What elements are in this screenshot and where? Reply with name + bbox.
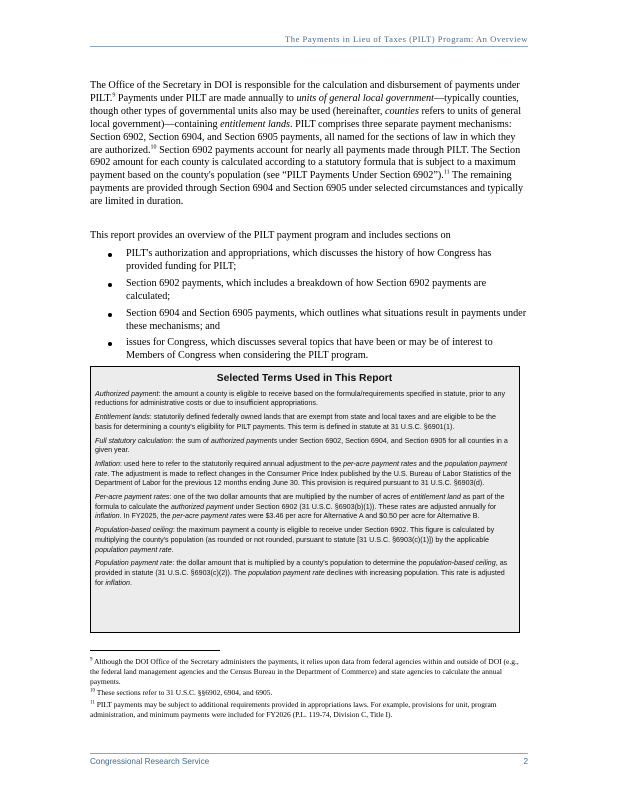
term-entry bbox=[95, 437, 514, 456]
term-ref: authorized payments bbox=[210, 436, 278, 445]
footnote-text: PILT payments may be subject to additional requirements provided in appropriations laws. For example, provisions for unit, program administration, and minimum payments were included for FY2026 (P.L. 119-74, Division C, Title I). bbox=[90, 700, 497, 719]
term-entry bbox=[95, 460, 514, 489]
term-entry bbox=[95, 390, 514, 409]
term-definition: : the dollar amount that is multiplied by a county's population to determine the bbox=[172, 559, 419, 568]
term-ref: entitlement land bbox=[410, 493, 461, 502]
footnote-number: 9 bbox=[90, 657, 93, 663]
intro-paragraph bbox=[90, 80, 528, 209]
terms-box bbox=[90, 366, 520, 633]
term-definition: . The adjustment is made to reflect changes in the Consumer Price Index published by the U.S. Bureau of Labor Statistics of the Department of Labor for the previous 12 months ending June 30. This provision is required pursuant to 31 U.S.C. §6903(d). bbox=[95, 469, 512, 488]
list-item-text: Section 6902 payments, which includes a breakdown of how Section 6902 payments are calculated; bbox=[126, 277, 487, 302]
term-units-of-government: units of general local government bbox=[296, 92, 434, 104]
term-definition: : the amount a county is eligible to receive based on the formula/requirements specified in statute, prior to any reductions for administrative costs or due to insufficient appropriations. bbox=[95, 389, 506, 408]
term-definition: . In FY2025, the bbox=[119, 512, 173, 521]
list-item bbox=[107, 337, 528, 363]
list-item-text: issues for Congress, which discusses several topics that have been or may be of interest to Members of Congress when considering the PILT program. bbox=[126, 337, 493, 362]
list-item bbox=[107, 308, 528, 334]
term-definition: under Section 6902 (31 U.S.C. §6903(b)(1)). These rates are adjusted annually for bbox=[233, 502, 497, 511]
bullet-icon bbox=[108, 283, 112, 287]
term-definition: : the sum of bbox=[171, 436, 211, 445]
terms-box-title: Selected Terms Used in This Report bbox=[216, 373, 393, 384]
term-definition: declines with increasing population. This rate is adjusted for bbox=[95, 568, 505, 587]
header-rule bbox=[90, 46, 528, 47]
term-ref: per-acre payment rates bbox=[343, 459, 417, 468]
footnote-rule bbox=[90, 650, 220, 651]
text: Section 6902 payments account for nearly all payments made through PILT. The Section 6902 amount for each county is calculated according to a statutory formula that is subject to a maximum payment based on the county's population (see “PILT Payments Under Section 6902”). bbox=[90, 144, 521, 182]
term-definition: under Section 6902, Section 6904, and Section 6905 for all counties in a given year. bbox=[95, 436, 508, 455]
footnote-text: Although the DOI Office of the Secretary administers the payments, it relies upon data from federal agencies within and outside of DOI (e.g., the federal land management agencies and the Census Bureau in the Department of Commerce) and state agencies to calculate the annual payments. bbox=[90, 657, 519, 686]
term-definition: : statutorily defined federally owned lands that are exempt from state and local taxes and are eligible to be the basis for determining a county's eligibility for PILT payments. This term is defined in statute at 31 U.S.C. §6901(1). bbox=[95, 413, 496, 431]
term-entry bbox=[95, 526, 514, 555]
term-name: Population-based ceiling bbox=[95, 526, 173, 535]
running-header: The Payments in Lieu of Taxes (PILT) Program: An Overview bbox=[285, 34, 528, 44]
term-name: Per-acre payment rates bbox=[95, 493, 170, 502]
term-definition: . bbox=[171, 545, 174, 554]
page-number: 2 bbox=[523, 757, 528, 766]
term-entry bbox=[95, 413, 514, 432]
term-definition: , as provided in statute (31 U.S.C. §6903(c)(2)). The bbox=[95, 559, 508, 577]
term-entry bbox=[95, 559, 514, 588]
footnote-ref-10[interactable]: 10 bbox=[150, 144, 157, 151]
term-ref: authorized payment bbox=[170, 502, 234, 511]
term-definition: : used here to refer to the statutorily required annual adjustment to the bbox=[120, 459, 344, 468]
term-name: Authorized payment bbox=[95, 389, 159, 398]
term-name: Inflation bbox=[95, 459, 121, 468]
footnotes bbox=[90, 657, 528, 722]
term-entitlement-lands: entitlement lands bbox=[220, 118, 291, 130]
text: —typically counties, though other types of governmental units also may be used (hereinafter, bbox=[90, 92, 519, 117]
footnote-number: 11 bbox=[90, 700, 95, 706]
term-ref: inflation bbox=[105, 578, 130, 587]
section-list bbox=[107, 248, 528, 367]
term-counties: counties bbox=[384, 105, 419, 117]
text: refers to units of general local government)—containing bbox=[90, 105, 522, 130]
term-definition: : the maximum payment a county is eligible to receive under Section 6902. This figure is calculated by multiplying the county's population (as rounded or not rounded, pursuant to statute [31 U.S.C. §6903(c)(1)]) by the applicable bbox=[95, 526, 495, 544]
term-ref: per-acre payment rates bbox=[172, 512, 247, 521]
bullet-icon bbox=[108, 313, 112, 317]
list-item bbox=[107, 278, 528, 304]
footnote bbox=[90, 700, 528, 720]
term-definition: and the bbox=[416, 459, 445, 468]
term-entry bbox=[95, 493, 514, 522]
footnote bbox=[90, 657, 528, 686]
term-ref: population payment rate bbox=[248, 568, 325, 577]
list-item-text: PILT's authorization and appropriations, which discusses the history of how Congress has provided funding for PILT; bbox=[126, 248, 492, 272]
term-definition: : one of the two dollar amounts that are multiplied by the number of acres of bbox=[169, 493, 411, 502]
text: The remaining payments are provided through Section 6904 and Section 6905 under selected circumstances and typically are limited in duration. bbox=[90, 170, 524, 208]
footer-publisher: Congressional Research Service bbox=[90, 757, 210, 766]
footer-rule bbox=[90, 753, 528, 754]
footnote bbox=[90, 688, 528, 698]
term-name: Population payment rate bbox=[95, 559, 173, 568]
text: . PILT comprises three separate payment mechanisms: Section 6902, Section 6904, and Section 6905 payments, all named for the sections of law in which they are authorized. bbox=[90, 118, 516, 156]
bullet-icon bbox=[108, 253, 112, 257]
term-definition: were $3.46 per acre for Alternative A and $0.50 per acre for Alternative B. bbox=[246, 512, 480, 521]
footnote-ref-11[interactable]: 11 bbox=[443, 169, 450, 176]
text: Payments under PILT are made annually to bbox=[115, 92, 297, 104]
term-name: Full statutory calculation bbox=[95, 436, 172, 445]
footnote-text: These sections refer to 31 U.S.C. §§6902, 6904, and 6905. bbox=[95, 688, 273, 698]
term-ref: population-based ceiling bbox=[418, 559, 496, 568]
footnote-ref-9[interactable]: 9 bbox=[112, 92, 116, 99]
term-name: Entitlement lands bbox=[95, 413, 150, 422]
list-item-text: Section 6904 and Section 6905 payments, which outlines what situations result in payments under these mechanisms; and bbox=[126, 307, 527, 332]
overview-paragraph: This report provides an overview of the PILT payment program and includes sections on bbox=[90, 230, 451, 241]
term-ref: population payment rate bbox=[95, 459, 507, 478]
text: The Office of the Secretary in DOI is responsible for the calculation and disbursement of payments under PILT. bbox=[90, 80, 520, 104]
term-definition: . bbox=[129, 578, 132, 587]
term-ref: inflation bbox=[95, 512, 120, 521]
footnote-number: 10 bbox=[90, 688, 95, 694]
list-item bbox=[107, 248, 528, 274]
term-definition: as part of the formula to calculate the bbox=[95, 493, 505, 511]
term-ref: population payment rate bbox=[95, 545, 172, 554]
bullet-icon bbox=[108, 342, 112, 346]
